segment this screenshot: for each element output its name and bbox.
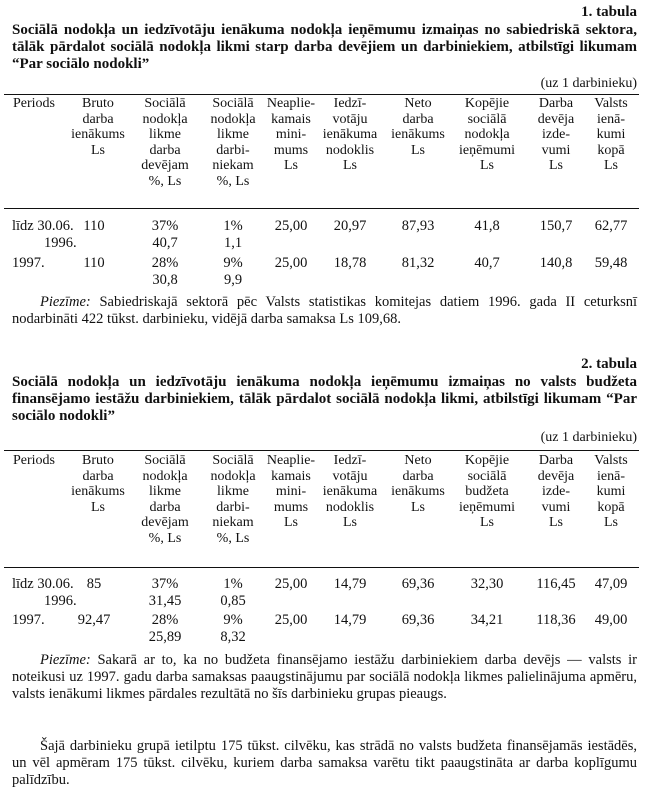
- table-cell: 14,79: [333, 612, 367, 628]
- header-line: sociālā: [467, 111, 507, 127]
- table-cell: 1996.: [44, 235, 77, 251]
- table-cell: 32,30: [470, 576, 504, 592]
- header-line: kopā: [597, 499, 625, 515]
- table-cell: 34,21: [470, 612, 504, 628]
- header-line: Ls: [343, 515, 357, 530]
- header-line: kamais: [271, 111, 311, 127]
- header-line: ienākums: [71, 484, 125, 499]
- header-line: ienā-: [597, 111, 625, 127]
- header-line: Ls: [91, 142, 105, 158]
- table-cell: 150,7: [539, 218, 573, 234]
- header-line: izde-: [542, 484, 570, 499]
- header-line: izde-: [542, 127, 570, 142]
- table-cell: 8,32: [220, 629, 246, 645]
- table-cell: 59,48: [594, 255, 628, 271]
- header-line: %, Ls: [216, 173, 250, 189]
- header-line: Ls: [411, 142, 425, 158]
- header-line: darba: [402, 111, 434, 127]
- table-cell: 31,45: [148, 593, 182, 609]
- header-line: Valsts: [594, 453, 628, 468]
- header-line: Ls: [411, 499, 425, 515]
- header-line: Darba: [538, 453, 574, 468]
- header-line: darba: [149, 499, 181, 515]
- header-line: ienākums: [71, 127, 125, 142]
- header-line: Iedzī-: [333, 96, 367, 111]
- header-line: nodokļa: [210, 111, 256, 127]
- table-cell: 25,00: [274, 612, 308, 628]
- header-line: ienākuma: [322, 484, 378, 499]
- table-cell: 25,89: [148, 629, 182, 645]
- table-cell: 25,00: [274, 576, 308, 592]
- header-line: Kopējie: [464, 96, 510, 111]
- header-line: darba: [402, 468, 434, 484]
- header-line: Ls: [284, 158, 298, 173]
- table-cell: 9%: [223, 612, 243, 628]
- header-line: Neto: [404, 96, 432, 111]
- table-cell: 1%: [223, 576, 243, 592]
- header-line: Ls: [284, 515, 298, 530]
- header-line: kopā: [597, 142, 625, 158]
- header-line: kumi: [596, 484, 626, 499]
- table1-title: Sociālā nodokļa un iedzīvotāju ienākuma nodokļa ieņēmumu izmaiņas no sabiedriskā sektora, tālāk pārdalot sociālā nodokļa likmi starp darba devējiem un darbiniekiem, atbilstīgi likumam “Par sociālo nodokli”: [12, 22, 637, 72]
- table-cell: 25,00: [274, 255, 308, 271]
- header-line: Kopējie: [464, 453, 510, 468]
- header-line: Neto: [404, 453, 432, 468]
- header-line: nodokļa: [210, 468, 256, 484]
- header-line: likme: [217, 127, 249, 142]
- table2-note-label: Piezīme:: [40, 652, 91, 668]
- table2-header-rule: [4, 567, 639, 568]
- table-cell: 1997.: [12, 612, 45, 628]
- header-line: darbi-: [216, 142, 250, 158]
- header-line: likme: [149, 127, 181, 142]
- table1-note-text: Sabiedriskajā sektorā pēc Valsts statistikas komitejas datiem 1996. gada II ceturksnī nodarbināti 422 tūkst. darbinieku, vidējā darba samaksa Ls 109,68.: [12, 294, 638, 327]
- table-cell: 1997.: [12, 255, 45, 271]
- header-line: Ls: [604, 515, 618, 530]
- header-line: Sociālā: [144, 96, 186, 111]
- header-line: Periods: [13, 453, 55, 468]
- header-line: devējam: [141, 515, 189, 530]
- table-cell: 20,97: [333, 218, 367, 234]
- header-state-total: [571, 453, 645, 531]
- table-cell: 37%: [151, 576, 179, 592]
- header-line: Bruto: [82, 96, 114, 111]
- header-line: ieņēmumi: [459, 499, 515, 515]
- table1-note: [12, 294, 637, 328]
- table-cell: 69,36: [401, 576, 435, 592]
- header-line: kamais: [271, 468, 311, 484]
- table-cell: 87,93: [401, 218, 435, 234]
- header-line: vumi: [541, 499, 571, 515]
- table2-label: 2. tabula: [581, 356, 637, 372]
- header-line: nodokļa: [142, 468, 188, 484]
- table-cell: 92,47: [77, 612, 111, 628]
- table-cell: 110: [83, 255, 105, 271]
- header-line: Neaplie-: [266, 96, 316, 111]
- header-line: devēja: [537, 468, 575, 484]
- table-cell: 30,8: [152, 272, 178, 288]
- header-line: nodokļa: [464, 127, 510, 142]
- table1-note-label: Piezīme:: [40, 294, 91, 310]
- header-line: ienākuma: [322, 127, 378, 142]
- header-line: Valsts: [594, 96, 628, 111]
- table1-header-rule: [4, 208, 639, 209]
- header-line: devēja: [537, 111, 575, 127]
- table2-top-rule: [4, 450, 639, 451]
- table-cell: 81,32: [401, 255, 435, 271]
- table-cell: 40,7: [152, 235, 178, 251]
- table-cell: 118,36: [536, 612, 576, 628]
- header-line: Iedzī-: [333, 453, 367, 468]
- header-line: devējam: [141, 158, 189, 173]
- table-cell: 28%: [151, 612, 179, 628]
- table-cell: 9,9: [223, 272, 243, 288]
- table-cell: 37%: [151, 218, 179, 234]
- header-net-income: [378, 453, 458, 515]
- table-cell: 9%: [223, 255, 243, 271]
- header-line: Neaplie-: [266, 453, 316, 468]
- header-line: ienākums: [391, 127, 445, 142]
- table-cell: 62,77: [594, 218, 628, 234]
- table-cell: līdz 30.06.: [12, 218, 74, 234]
- header-line: nodokļa: [142, 111, 188, 127]
- header-line: ieņēmumi: [459, 142, 515, 158]
- header-line: Ls: [549, 515, 563, 530]
- header-line: %, Ls: [148, 173, 182, 189]
- table-cell: 25,00: [274, 218, 308, 234]
- table-cell: līdz 30.06.: [12, 576, 74, 592]
- table1-top-rule: [4, 94, 639, 95]
- header-line: vumi: [541, 142, 571, 158]
- header-line: Ls: [549, 158, 563, 173]
- table-cell: 0,85: [220, 593, 246, 609]
- header-line: ienākums: [391, 484, 445, 499]
- header-line: sociālā: [467, 468, 507, 484]
- table1-label: 1. tabula: [581, 4, 637, 20]
- header-line: Sociālā: [144, 453, 186, 468]
- header-line: Ls: [343, 158, 357, 173]
- header-line: Ls: [480, 515, 494, 530]
- table1-unit: (uz 1 darbinieku): [540, 76, 637, 91]
- table2-unit: (uz 1 darbinieku): [540, 430, 637, 445]
- header-line: kumi: [596, 127, 626, 142]
- header-social-total: [447, 453, 527, 531]
- header-net-income: [378, 96, 458, 158]
- header-line: Ls: [604, 158, 618, 173]
- header-line: mini-: [275, 484, 307, 499]
- header-line: Sociālā: [212, 453, 254, 468]
- header-line: darba: [149, 142, 181, 158]
- header-line: ienā-: [597, 468, 625, 484]
- table-cell: 85: [86, 576, 102, 592]
- header-line: Darba: [538, 96, 574, 111]
- table-cell: 18,78: [333, 255, 367, 271]
- table2-note: [12, 652, 637, 703]
- header-line: budžeta: [465, 484, 509, 499]
- header-line: Ls: [480, 158, 494, 173]
- header-line: %, Ls: [216, 530, 250, 546]
- header-line: niekam: [212, 515, 254, 530]
- header-line: mums: [273, 499, 309, 515]
- header-line: votāju: [332, 468, 368, 484]
- table-cell: 69,36: [401, 612, 435, 628]
- header-state-total: [571, 96, 645, 174]
- header-line: darba: [82, 468, 114, 484]
- table-cell: 1996.: [44, 593, 77, 609]
- table-cell: 1%: [223, 218, 243, 234]
- header-social-total: [447, 96, 527, 174]
- table-cell: 116,45: [536, 576, 576, 592]
- header-line: nodoklis: [325, 499, 375, 515]
- header-line: nodoklis: [325, 142, 375, 158]
- table-cell: 1,1: [223, 235, 243, 251]
- header-line: %, Ls: [148, 530, 182, 546]
- table2-note-2: [12, 738, 637, 789]
- table-cell: 14,79: [333, 576, 367, 592]
- table-cell: 28%: [151, 255, 179, 271]
- header-line: Sociālā: [212, 96, 254, 111]
- header-line: likme: [149, 484, 181, 499]
- table-cell: 140,8: [539, 255, 573, 271]
- table-cell: 40,7: [474, 255, 500, 271]
- table-cell: 47,09: [594, 576, 628, 592]
- header-line: mums: [273, 142, 309, 158]
- header-line: mini-: [275, 127, 307, 142]
- header-line: likme: [217, 484, 249, 499]
- header-line: darbi-: [216, 499, 250, 515]
- table2-title: Sociālā nodokļa un iedzīvotāju ienākuma nodokļa ieņēmumu izmaiņas no valsts budžeta finansējamo iestāžu darbiniekiem, tālāk pārdalot sociālā nodokļa likmi, atbilstīgi likumam “Par sociālo nodokli”: [12, 374, 637, 424]
- table2-note-text: Sakarā ar to, ka no budžeta finansējamo iestāžu darbiniekiem darba devējs — valsts ir noteikusi uz 1997. gadu darba samaksas paaugstinājumu par sociālā nodokļa likmes palielinājuma apmēru, valsts ienākumi likmes pārdales rezultātā no šīs darbinieku grupas pieaugs.: [12, 652, 637, 702]
- table-cell: 110: [83, 218, 105, 234]
- table-cell: 41,8: [474, 218, 500, 234]
- header-line: niekam: [212, 158, 254, 173]
- table2-note2-text: Šajā darbinieku grupā ietilptu 175 tūkst. cilvēku, kas strādā no valsts budžeta finansējamās iestādēs, un vēl apmēram 175 tūkst. cilvēku, kuriem darba samaksa varētu tikt paaugstināta ar darba koplīgumu palīdzību.: [12, 738, 637, 788]
- table-cell: 49,00: [594, 612, 628, 628]
- header-line: darba: [82, 111, 114, 127]
- header-line: votāju: [332, 111, 368, 127]
- header-line: Periods: [13, 96, 55, 111]
- header-line: Bruto: [82, 453, 114, 468]
- header-line: Ls: [91, 499, 105, 515]
